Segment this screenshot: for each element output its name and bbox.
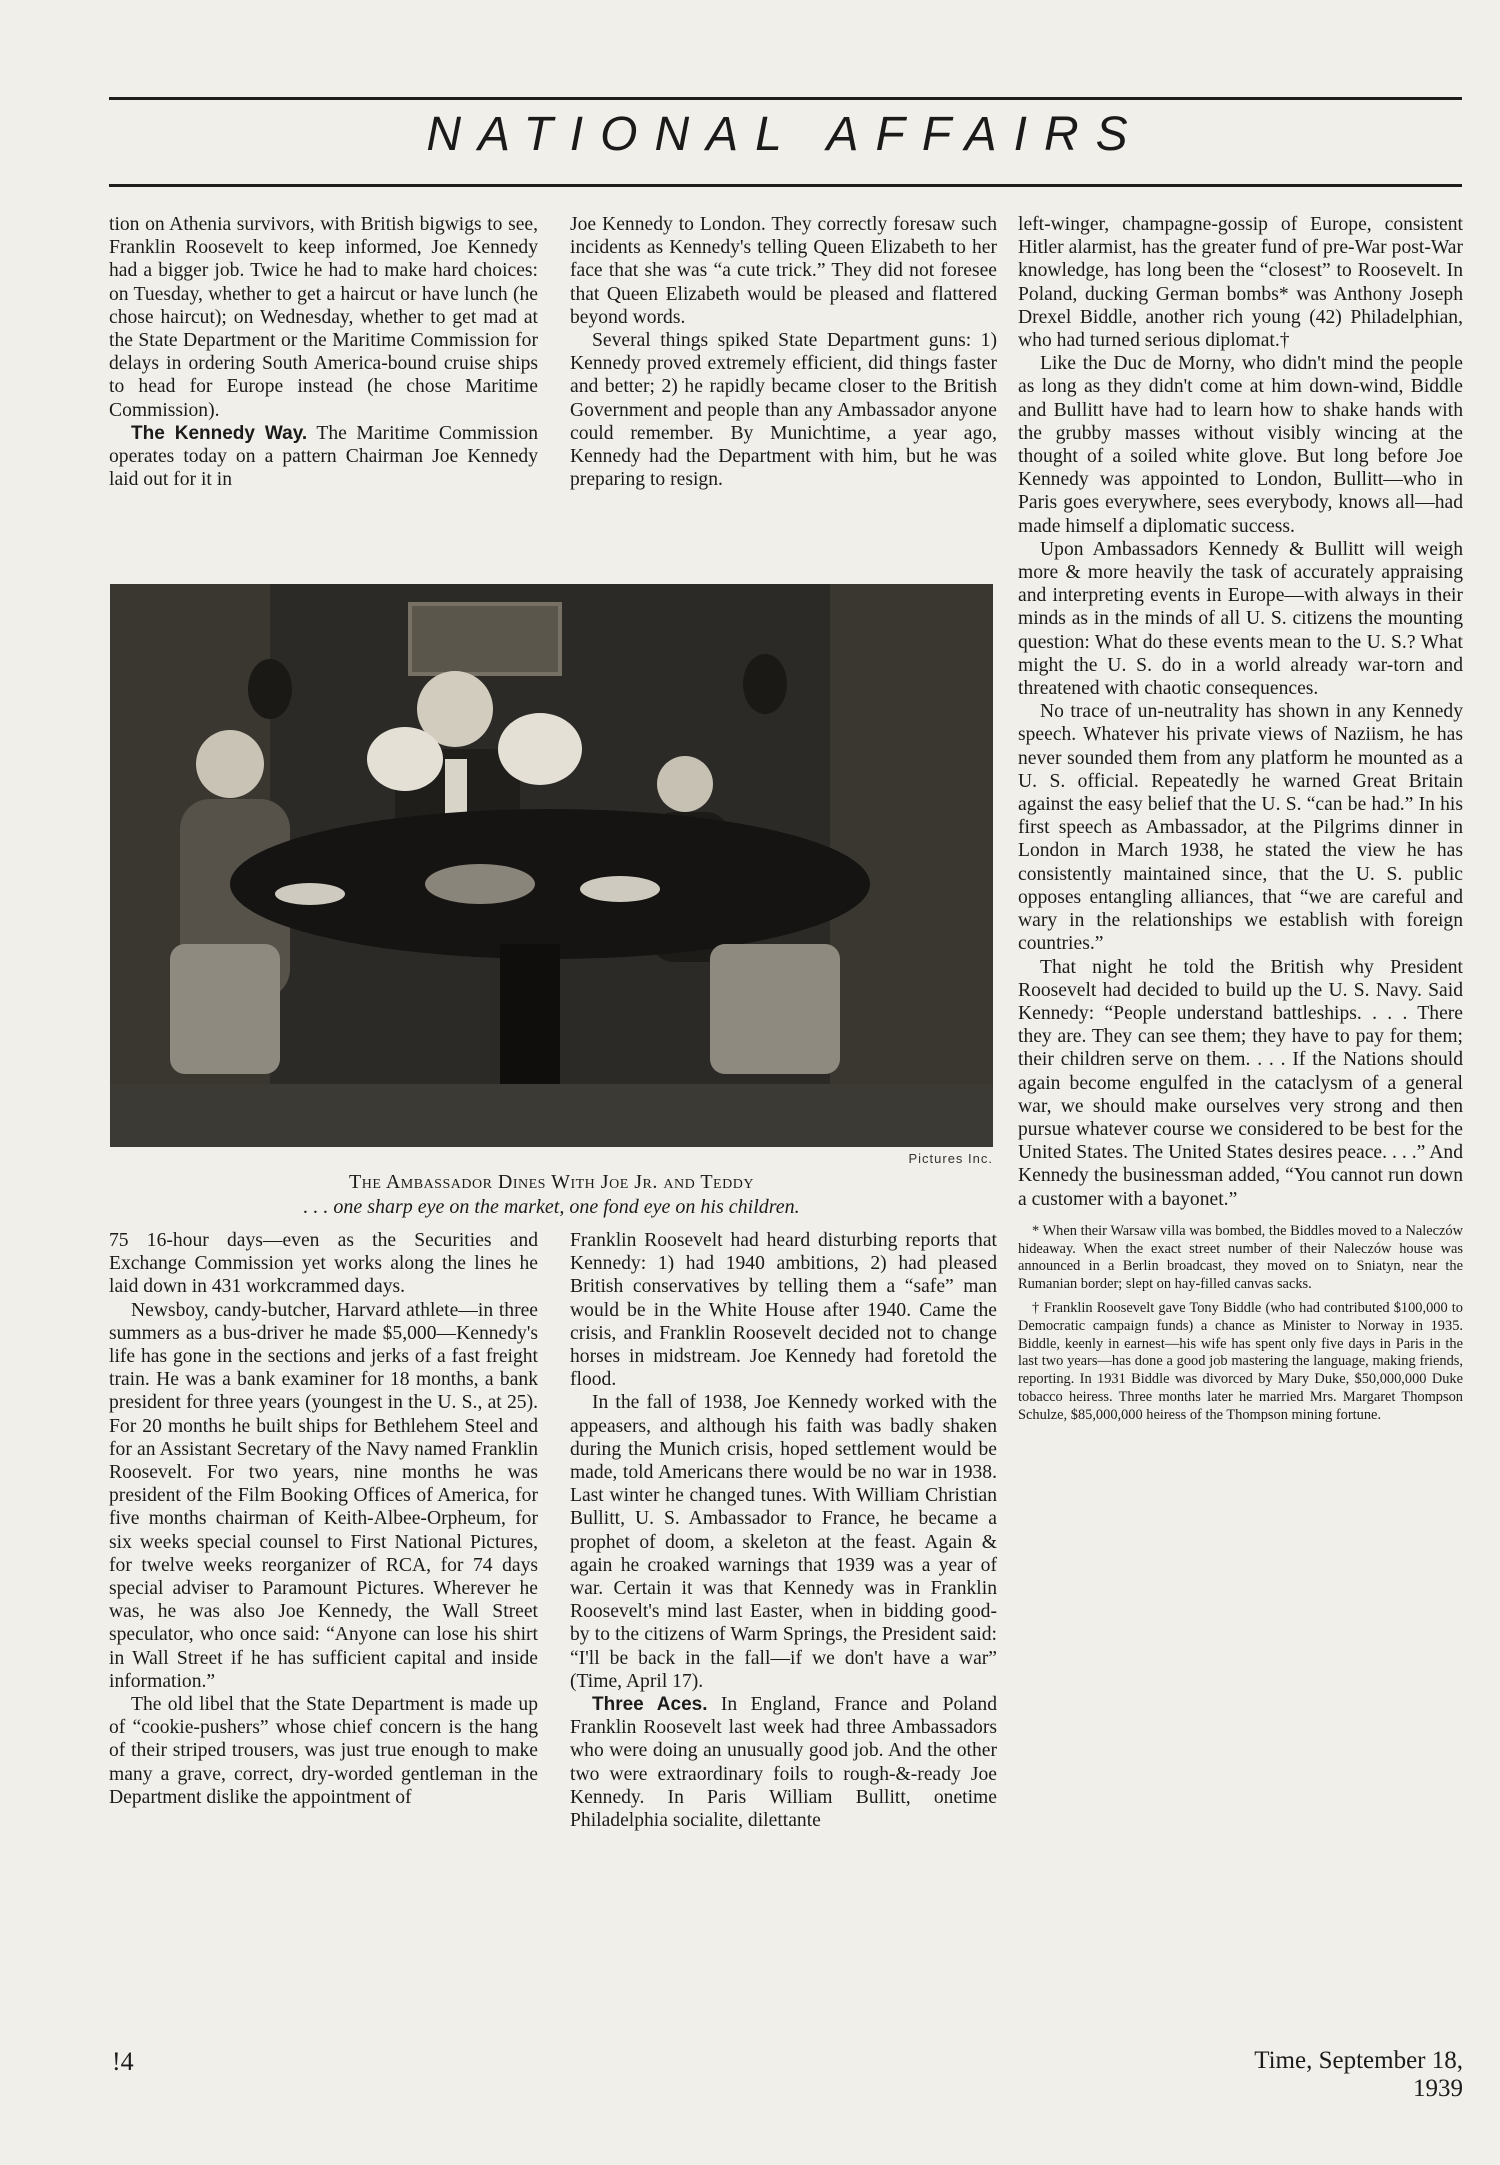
column-2-top — [570, 213, 997, 491]
paragraph: In the fall of 1938, Joe Kennedy worked with the appeasers, and although his faith was badly shaken during the Munich crisis, hoped settlement would be made, told Americans there would be no war in 1938. Last winter he changed tunes. With William Christian Bullitt, U. S. Ambassador to France, he became a prophet of doom, a skeleton at the feast. Again & again he croaked warnings that 1939 was a year of war. Certain it was that Kennedy was in Franklin Roosevelt's mind last Easter, when in bidding good-by to the citizens of Warm Springs, the President said: “I'll be back in the fall—if we don't have a war” (Time, April 17). — [570, 1392, 997, 1692]
paragraph: 75 16-hour days—even as the Securities and Exchange Commission yet works along the lines he laid down in 431 workcrammed days. — [109, 1230, 538, 1298]
subhead-three-aces: Three Aces. — [592, 1694, 708, 1716]
column-1-top — [109, 213, 538, 491]
paragraph — [570, 1693, 997, 1832]
page-number: !4 — [112, 2047, 134, 2076]
paragraph-text: The Maritime Commission operates today on a pattern Chairman Joe Kennedy laid out for it in — [109, 422, 539, 491]
paragraph: Franklin Roosevelt had heard disturbing reports that Kennedy: 1) had 1940 ambitions, 2) had pleased British conservatives by telling them a “safe” man would be in the White House after 1940. Came the crisis, and Franklin Roosevelt decided not to change horses in midstream. Joe Kennedy had foretold the flood. — [570, 1230, 997, 1391]
paragraph: Newsboy, candy-butcher, Harvard athlete—in three summers as a bus-driver he made $5,000—Kennedy's life has gone in the sections and jerks of a fast freight train. He was a bank examiner for 18 months, a bank president for three years (youngest in the U. S., at 25). For 20 months he built ships for Bethlehem Steel and for an Assistant Secretary of the Navy named Franklin Roosevelt. For two years, nine months he was president of the Film Booking Offices of America, for five months chairman of Keith-Albee-Orpheum, for six weeks special counsel to First National Pictures, for twelve weeks reorganizer of RCA, for 74 days special adviser to Paramount Pictures. Wherever he was, he was also Joe Kennedy, the Wall Street speculator, who once said: “Anyone can lose his shirt in Wall Street if he has sufficient capital and inside information.” — [109, 1299, 538, 1692]
paragraph: Joe Kennedy to London. They correctly foresaw such incidents as Kennedy's telling Queen Elizabeth to her face that she was “a cute trick.” They did not foresee that Queen Elizabeth would be pleased and flattered beyond words. — [570, 214, 997, 328]
photo-credit: Pictures Inc. — [908, 1151, 993, 1166]
column-3 — [1018, 213, 1463, 1431]
header-rule-bottom — [109, 184, 1462, 187]
section-title: NATIONAL AFFAIRS — [426, 108, 1145, 161]
paragraph: No trace of un-neutrality has shown in any Kennedy speech. Whatever his private views of Naziism, he has never sounded them from any platform he mounted as a U. S. official. Repeatedly he warned Great Britain against the easy belief that the U. S. “can be had.” In his first speech as Ambassador, at the Pilgrims dinner in London in March 1938, he stated the view he has consistently maintained since, that the U. S. public opposes entangling alliances, that “we are careful and wary in the relationships we establish with foreign countries.” — [1018, 701, 1463, 955]
paragraph: The old libel that the State Department is made up of “cookie-pushers” whose chief concern is the hang of their striped trousers, was just true enough to make many a grave, correct, dry-worded gentleman in the Department dislike the appointment of — [109, 1694, 538, 1808]
paragraph — [109, 422, 538, 492]
footnote: † Franklin Roosevelt gave Tony Biddle (who had contributed $100,000 to Democratic campaign funds) a chance as Minister to Norway in 1935. Biddle, keenly in earnest—his wife has spent only five days in Paris in the last two years—has done a good job mastering the language, making friends, reporting. In 1931 Biddle was divorced by Mary Duke, $50,000,000 Duke tobacco heiress. Three months later he married Mrs. Margaret Thompson Schulze, $85,000,000 heiress of the Thompson mining fortune. — [1018, 1299, 1463, 1423]
paragraph: tion on Athenia survivors, with British bigwigs to see, Franklin Roosevelt to keep informed, Joe Kennedy had a bigger job. Twice he had to make hard choices: on Tuesday, whether to get a haircut or have lunch (he chose haircut); on Wednesday, whether to get mad at the State Department or the Maritime Commission for delays in ordering South America-bound cruise ships to head for Europe instead (he chose Maritime Commission). — [109, 214, 538, 421]
paragraph: left-winger, champagne-gossip of Europe, consistent Hitler alarmist, has the greater fund of pre-War post-War knowledge, has long been the “closest” to Roosevelt. In Poland, ducking German bombs* was Anthony Joseph Drexel Biddle, another rich young (42) Philadelphian, who had turned serious diplomat.† — [1018, 214, 1463, 352]
paragraph: Several things spiked State Department guns: 1) Kennedy proved extremely efficient, did things faster and better; 2) he rapidly became closer to the British Government and people than any Ambassador anyone could remember. By Munichtime, a year ago, Kennedy had the Department with him, but he was preparing to resign. — [570, 330, 997, 491]
paragraph: Like the Duc de Morny, who didn't mind the people as long as they didn't come at him down-wind, Biddle and Bullitt have had to learn how to shake hands with the grubby masses without visibly wincing at the thought of a soiled white glove. But long before Joe Kennedy was appointed to London, Bullitt—who in Paris goes everywhere, sees everybody, knows all—had made himself a diplomatic success. — [1018, 353, 1463, 537]
paragraph: That night he told the British why President Roosevelt had decided to build up the U. S. Navy. Said Kennedy: “People understand battleships. . . . There they are. They can see them; they have to pay for them; their children serve on them. . . . If the Nations should again become engulfed in the cataclysm of a general war, we should make ourselves very strong and then pursue whatever course we considered to be best for the United States. The United States desires peace. . . .” And Kennedy the businessman added, “You cannot run down a customer with a bayonet.” — [1018, 956, 1463, 1210]
column-2-bottom — [570, 1229, 997, 1832]
dinner-photo — [110, 584, 993, 1147]
header-rule-top — [109, 97, 1462, 100]
publication-date: Time, September 18, 1939 — [1254, 2047, 1463, 2102]
column-1-bottom — [109, 1229, 538, 1809]
footnote: * When their Warsaw villa was bombed, the Biddles moved to a Naleczów hideaway. When the exact street number of their Naleczów house was announced in a Berlin broadcast, they moved on to Sniatyn, near the Rumanian border; slept on hay-filled canvas sacks. — [1018, 1222, 1463, 1293]
paragraph: Upon Ambassadors Kennedy & Bullitt will weigh more & more heavily the task of accurately appraising and interpreting events in Europe—with always in their minds as in the minds of all U. S. citizens the mounting question: What do these events mean to the U. S.? What might the U. S. do in a world already war-torn and threatened with chaotic consequences. — [1018, 538, 1463, 700]
footnotes — [1018, 1223, 1463, 1425]
caption-subtitle: . . . one sharp eye on the market, one fond eye on his children. — [303, 1196, 800, 1218]
subhead-kennedy-way: The Kennedy Way. — [131, 422, 308, 444]
paragraph-text: In England, France and Poland Franklin Roosevelt last week had three Ambassadors who were doing an unusually good job. And the other two were extraordinary foils to rough-&-ready Joe Kennedy. In Paris William Bullitt, onetime Philadelphia socialite, dilettante — [570, 1694, 997, 1832]
caption-heading: The Ambassador Dines With Joe Jr. and Teddy — [349, 1171, 754, 1193]
photo-caption — [110, 1170, 993, 1220]
photo-illustration — [110, 584, 993, 1147]
